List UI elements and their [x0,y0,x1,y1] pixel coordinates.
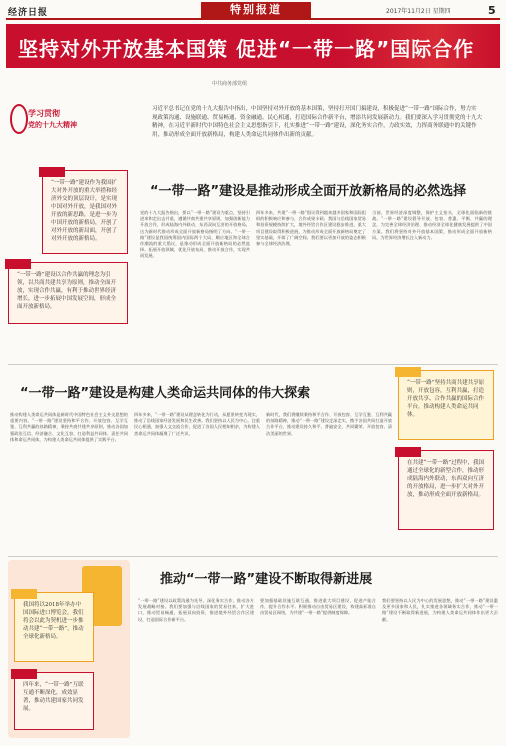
quote-text-4: 在共建“一带一路”过程中，我国通过全球化的新型合作，推动形成陆海内外联动，东西双向互济的开放格局，进一步扩大对外开放，推动形成全面开放新格局。 [407,460,485,498]
quote-tab [395,447,421,457]
badge-line-2: 党的十九大精神 [28,121,77,129]
quote-text-2: “一带一路”建设以合作共赢的理念为引领，以共商共建共享为原则，推动全面开放，实现合作共赢，有利于推动世界经济增长，进一步拓展中国发展空间，形成全面开放新格局。 [17,272,117,310]
quote-tab [11,589,37,599]
quote-text-5: 我国将以2018年举办中国国际进口博览会，我们将会以此为契机进一步推动共建“一带一路”，推动全球化新格局。 [23,602,84,640]
divider [8,556,498,557]
section2-col1: 推动构建人类命运共同体是新时代中国特色社会主义外交思想的重要内容。“一带一路”建设坚持和平合作、开放包容、互学互鉴、互利共赢的丝路精神，秉持共商共建共享原则，推动各国加强政治互信、经济融合、文化互容，打造利益共同体、责任共同体和命运共同体，为构建人类命运共同体提供了实践平台。 [10,412,128,442]
quote-tab [5,259,31,269]
masthead [6,2,500,20]
page-number: 5 [488,4,496,17]
quote-card-1 [42,170,128,254]
section3-col2: 要加强基础设施互联互通，推进重大项目建设，促进产能合作，提升合作水平。积极推动自由贸易区建设，构建高标准自由贸易区网络，为共建“一带一路”提供制度保障。 [260,598,376,616]
section1-col3: 当前，世界经济深度调整，保护主义抬头，全球化面临新的挑战。“一带一路”建设倡导开放、包容、普惠、平衡、共赢的理念，为完善全球经济治理、推动经济全球化健康发展提供了中国方案。我们将坚持对外开放基本国策，推动形成全面开放新格局，为世界经济增长注入新动力。 [372,210,492,240]
quote-text-6: 四年来，“一带一路”互联互通不断深化，成效显著，推动共建国家共同发展。 [23,682,84,712]
quote-text-1: “一带一路”建设作为我国扩大对外开放的重大举措和经济外交的顶层设计，是实现中国对外开放，是我国对外开放的新思路，是进一步为中国开放的新格局，开创了对外开放的新局面，开创了对外开放的新格局。 [51,180,118,242]
section3-col3: 我们要坚持以人民为中心的发展思想，推动“一带一路”建设惠及更多国家和人民，扎实推进各领域务实合作，推动“一带一路”建设不断取得新进展，为构建人类命运共同体作出更大贡献。 [382,598,498,622]
quote-tab [395,367,421,377]
quote-tab [11,669,37,679]
paper-name: 经济日报 [8,8,49,18]
quote-card-2 [8,262,128,324]
quote-card-4 [398,450,494,530]
quote-card-3 [398,370,494,440]
intro-paragraph: 习近平总书记在党的十九大报告中指出，中国坚持对外开放的基本国策，坚持打开国门搞建设，积极促进“一带一路”国际合作，努力实现政策沟通、设施联通、贸易畅通、资金融通、民心相通，打造国际合作新平台，增添共同发展新动力。我们要深入学习贯彻党的十九大精神，在习近平新时代中国特色社会主义思想指引下，扎实推进“一带一路”建设，深化务实合作，力政实效，力挥商务联通中的关键作用，推动形成全面开放新格局，构建人类命运共同体作出新的贡献。 [152,106,483,138]
headline: 坚持对外开放基本国策 促进“一带一路”国际合作 [18,37,475,61]
badge-ring-icon [10,104,28,134]
quote-text-3: “一带一路”坚持共商共建共享原则，开放包容，互利共赢，打造开放共享、合作共赢的国际合作平台，推动构建人类命运共同体。 [407,380,485,418]
badge-line-1: 学习贯彻 [28,109,60,118]
section1-col1: 党的十九大报告指出，要以“一带一路”建设为重点，坚持引进来和走出去并重，遵循共商共建共享原则，加强创新能力开放合作，形成陆海内外联动、东西双向互济的开放格局。这为新时代推动形成全面开放新格局指明了方向。“一带一路”建设是我国统筹国内国际两个大局、顺应地区和全球合作潮流的重大倡议，是推动形成全面开放新格局的必然选择。拓展开放领域，优化开放布局，推动开放合作，实现共同发展。 [140,210,250,259]
section-heading-2: “一带一路”建设是构建人类命运共同体的伟大探索 [20,386,311,401]
quote-card-6 [14,672,94,730]
section-heading-1: “一带一路”建设是推动形成全面开放新格局的必然选择 [150,184,467,199]
issue-date: 2017年11月2日 星期四 [386,8,451,15]
divider [8,364,498,365]
section-title: 特别报道 [201,2,311,18]
section2-col2: 四年多来，“一带一路”建设从理念转化为行动，从愿景转变为现实，推动了沿线国家经济发展和民生改善。我们坚持以人民为中心，注重民心相通，加强人文交流合作，促进了各国人民相知相亲，为构建人类命运共同体凝聚了广泛共识。 [134,412,260,436]
quote-card-5 [14,592,94,662]
section3-col1: “一带一路”建设以政策沟通为先导，深化务实合作，推动各方发展战略对接。我们要加强与沿线国家的贸易往来，扩大进口，推动贸易畅通，拓展双向投资，推进境外经贸合作区建设，打造国际合作新平台。 [138,598,254,622]
section-heading-3: 推动“一带一路”建设不断取得新进展 [160,572,373,587]
study-badge [10,100,77,144]
headline-banner [6,24,500,68]
quote-tab [39,167,65,177]
section2-col3: 新时代，我们将继续秉持和平合作、开放包容、互学互鉴、互利共赢的丝路精神，推动“一带一路”建设走深走实，携手各国共同打造开放合作平台，推动建设持久和平、普遍安全、共同繁荣、开放包容、清洁美丽的世界。 [266,412,392,436]
byline: 中共商务部党组 [212,81,248,87]
section1-col2: 四年多来，共建“一带一路”倡议得到越来越多国家和国际组织的积极响应和参与，合作成果丰硕。我国与沿线国家贸易和投资规模持续扩大，境外经贸合作区建设稳步推进，重大项目建设取得积极进展，为推动形成全面开放新格局奠定了坚实基础，开辟了广阔空间。我们要以更加开放的姿态积极参与全球经济治理。 [256,210,366,247]
